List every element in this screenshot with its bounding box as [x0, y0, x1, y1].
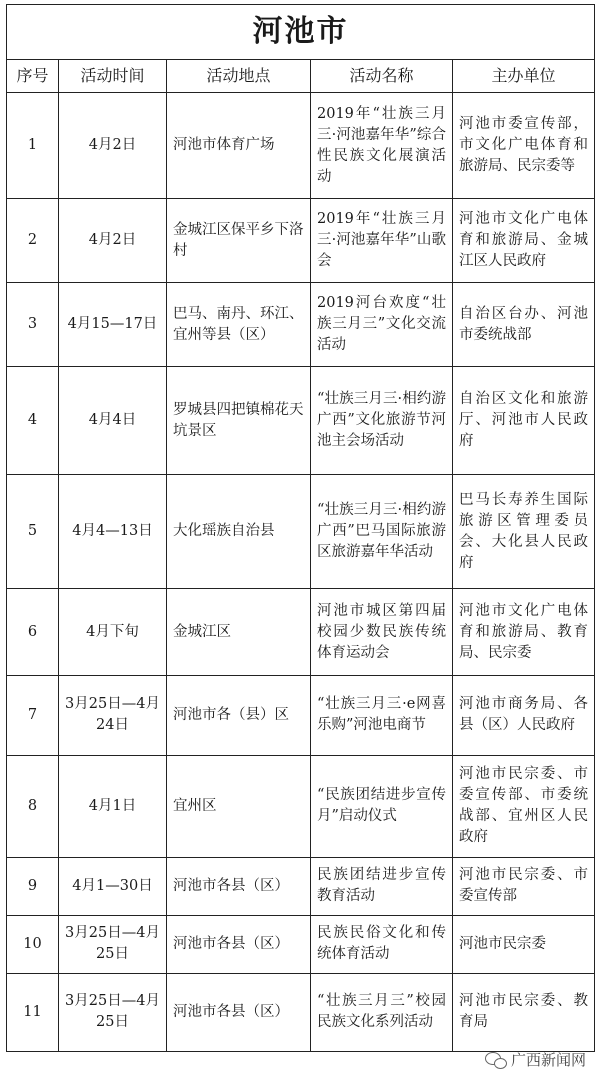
source-watermark: [485, 1049, 586, 1070]
row-activity-name: “壮族三月三·e网喜乐购”河池电商节: [311, 675, 453, 755]
row-organizer: 河池市民宗委、市委宣传部、市委统战部、宜州区人民政府: [453, 755, 595, 857]
row-time: 3月25日—4月24日: [59, 675, 167, 755]
row-time: 4月1—30日: [59, 857, 167, 915]
row-time: 4月4—13日: [59, 475, 167, 589]
row-index: 1: [7, 93, 59, 199]
table-row: [7, 755, 595, 857]
row-activity-name: “民族团结进步宣传月”启动仪式: [311, 755, 453, 857]
header-idx: 序号: [7, 60, 59, 93]
activity-table: [6, 4, 595, 1052]
header-name: 活动名称: [311, 60, 453, 93]
row-activity-name: “壮族三月三·相约游广西”文化旅游节河池主会场活动: [311, 367, 453, 475]
row-organizer: 河池市商务局、各县（区）人民政府: [453, 675, 595, 755]
row-activity-name: 2019年“壮族三月三·河池嘉年华”综合性民族文化展演活动: [311, 93, 453, 199]
row-activity-name: 2019年“壮族三月三·河池嘉年华”山歌会: [311, 199, 453, 283]
row-index: 9: [7, 857, 59, 915]
table-title: 河池市: [7, 5, 595, 60]
table-row: [7, 915, 595, 973]
table-row: [7, 199, 595, 283]
row-index: 11: [7, 973, 59, 1051]
header-row: [7, 60, 595, 93]
table-row: [7, 589, 595, 675]
table-row: [7, 675, 595, 755]
row-activity-name: 河池市城区第四届校园少数民族传统体育运动会: [311, 589, 453, 675]
row-location: 河池市体育广场: [167, 93, 311, 199]
row-organizer: 河池市民宗委、市委宣传部: [453, 857, 595, 915]
row-location: 大化瑶族自治县: [167, 475, 311, 589]
row-activity-name: “壮族三月三”校园民族文化系列活动: [311, 973, 453, 1051]
row-index: 8: [7, 755, 59, 857]
row-time: 4月2日: [59, 199, 167, 283]
header-location: 活动地点: [167, 60, 311, 93]
row-time: 4月2日: [59, 93, 167, 199]
row-index: 5: [7, 475, 59, 589]
row-time: 4月4日: [59, 367, 167, 475]
row-index: 2: [7, 199, 59, 283]
row-location: 金城江区: [167, 589, 311, 675]
row-organizer: 自治区文化和旅游厅、河池市人民政府: [453, 367, 595, 475]
row-index: 10: [7, 915, 59, 973]
table-row: [7, 367, 595, 475]
row-activity-name: 民族民俗文化和传统体育活动: [311, 915, 453, 973]
header-time: 活动时间: [59, 60, 167, 93]
row-location: 河池市各县（区）: [167, 915, 311, 973]
row-location: 罗城县四把镇棉花天坑景区: [167, 367, 311, 475]
table-row: [7, 475, 595, 589]
row-organizer: 自治区台办、河池市委统战部: [453, 283, 595, 367]
row-location: 河池市各县（区）: [167, 973, 311, 1051]
table-row: [7, 283, 595, 367]
row-location: 金城江区保平乡下洛村: [167, 199, 311, 283]
row-organizer: 巴马长寿养生国际旅游区管理委员会、大化县人民政府: [453, 475, 595, 589]
watermark-text: 广西新闻网: [510, 1051, 586, 1069]
row-location: 河池市各县（区）: [167, 857, 311, 915]
title-row: [7, 5, 595, 60]
row-organizer: 河池市民宗委: [453, 915, 595, 973]
row-index: 4: [7, 367, 59, 475]
wechat-icon: [485, 1051, 507, 1069]
row-organizer: 河池市文化广电体育和旅游局、教育局、民宗委: [453, 589, 595, 675]
row-activity-name: “壮族三月三·相约游广西”巴马国际旅游区旅游嘉年华活动: [311, 475, 453, 589]
row-time: 3月25日—4月25日: [59, 973, 167, 1051]
table-row: [7, 93, 595, 199]
row-time: 4月15—17日: [59, 283, 167, 367]
row-index: 6: [7, 589, 59, 675]
row-organizer: 河池市民宗委、教育局: [453, 973, 595, 1051]
table-row: [7, 973, 595, 1051]
row-time: 3月25日—4月25日: [59, 915, 167, 973]
row-activity-name: 2019河台欢度“壮族三月三”文化交流活动: [311, 283, 453, 367]
row-index: 3: [7, 283, 59, 367]
activity-table-sheet: [6, 4, 594, 1052]
row-location: 巴马、南丹、环江、宜州等县（区）: [167, 283, 311, 367]
row-time: 4月下旬: [59, 589, 167, 675]
row-organizer: 河池市文化广电体育和旅游局、金城江区人民政府: [453, 199, 595, 283]
row-organizer: 河池市委宣传部，市文化广电体育和旅游局、民宗委等: [453, 93, 595, 199]
row-index: 7: [7, 675, 59, 755]
row-time: 4月1日: [59, 755, 167, 857]
row-location: 河池市各（县）区: [167, 675, 311, 755]
row-location: 宜州区: [167, 755, 311, 857]
row-activity-name: 民族团结进步宣传教育活动: [311, 857, 453, 915]
table-row: [7, 857, 595, 915]
header-organizer: 主办单位: [453, 60, 595, 93]
